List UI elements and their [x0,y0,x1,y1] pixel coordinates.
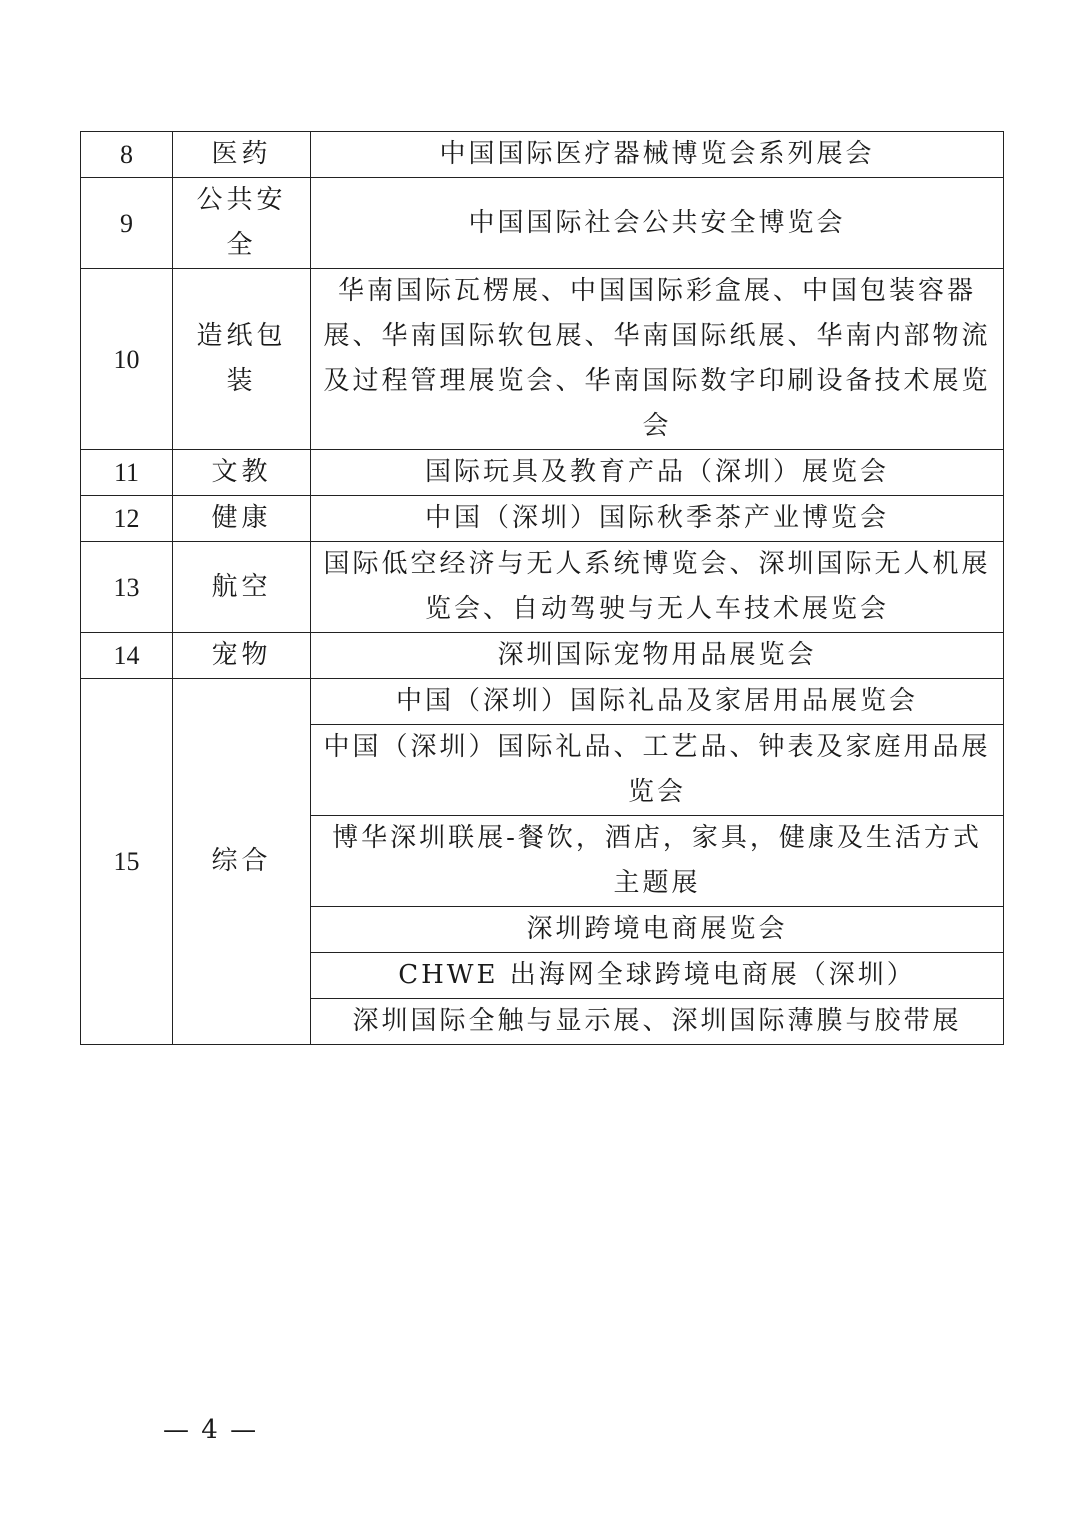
table-row [81,178,1004,269]
row-exhibition: CHWE 出海网全球跨境电商展（深圳） [311,953,1004,999]
table-row [81,269,1004,450]
row-category: 综合 [173,679,311,1045]
row-category: 公共安全 [173,178,311,269]
row-exhibition: 中国国际医疗器械博览会系列展会 [311,132,1004,178]
row-exhibition: 深圳国际宠物用品展览会 [311,633,1004,679]
exhibition-table [80,131,1004,1045]
table-row [81,496,1004,542]
row-exhibition: 国际低空经济与无人系统博览会、深圳国际无人机展览会、自动驾驶与无人车技术展览会 [311,542,1004,633]
table-row [81,450,1004,496]
table-row [81,633,1004,679]
row-number: 14 [81,633,173,679]
row-category: 健康 [173,496,311,542]
row-exhibition: 国际玩具及教育产品（深圳）展览会 [311,450,1004,496]
row-number: 9 [81,178,173,269]
row-exhibition: 深圳跨境电商展览会 [311,907,1004,953]
row-category: 造纸包装 [173,269,311,450]
row-number: 12 [81,496,173,542]
row-exhibition: 中国（深圳）国际秋季茶产业博览会 [311,496,1004,542]
row-number: 11 [81,450,173,496]
row-category: 宠物 [173,633,311,679]
row-exhibition: 中国（深圳）国际礼品及家居用品展览会 [311,679,1004,725]
row-exhibition: 中国（深圳）国际礼品、工艺品、钟表及家庭用品展览会 [311,725,1004,816]
table-row [81,132,1004,178]
row-exhibition: 深圳国际全触与显示展、深圳国际薄膜与胶带展 [311,999,1004,1045]
row-category: 文教 [173,450,311,496]
row-exhibition: 博华深圳联展-餐饮，酒店，家具，健康及生活方式主题展 [311,816,1004,907]
row-category: 医药 [173,132,311,178]
row-number: 10 [81,269,173,450]
table-row [81,679,1004,725]
row-number: 15 [81,679,173,1045]
page-number: — 4 — [163,1415,259,1445]
row-number: 8 [81,132,173,178]
row-exhibition: 中国国际社会公共安全博览会 [311,178,1004,269]
row-category: 航空 [173,542,311,633]
table-row [81,542,1004,633]
row-exhibition: 华南国际瓦楞展、中国国际彩盒展、中国包装容器展、华南国际软包展、华南国际纸展、华南内部物流及过程管理展览会、华南国际数字印刷设备技术展览会 [311,269,1004,450]
row-number: 13 [81,542,173,633]
